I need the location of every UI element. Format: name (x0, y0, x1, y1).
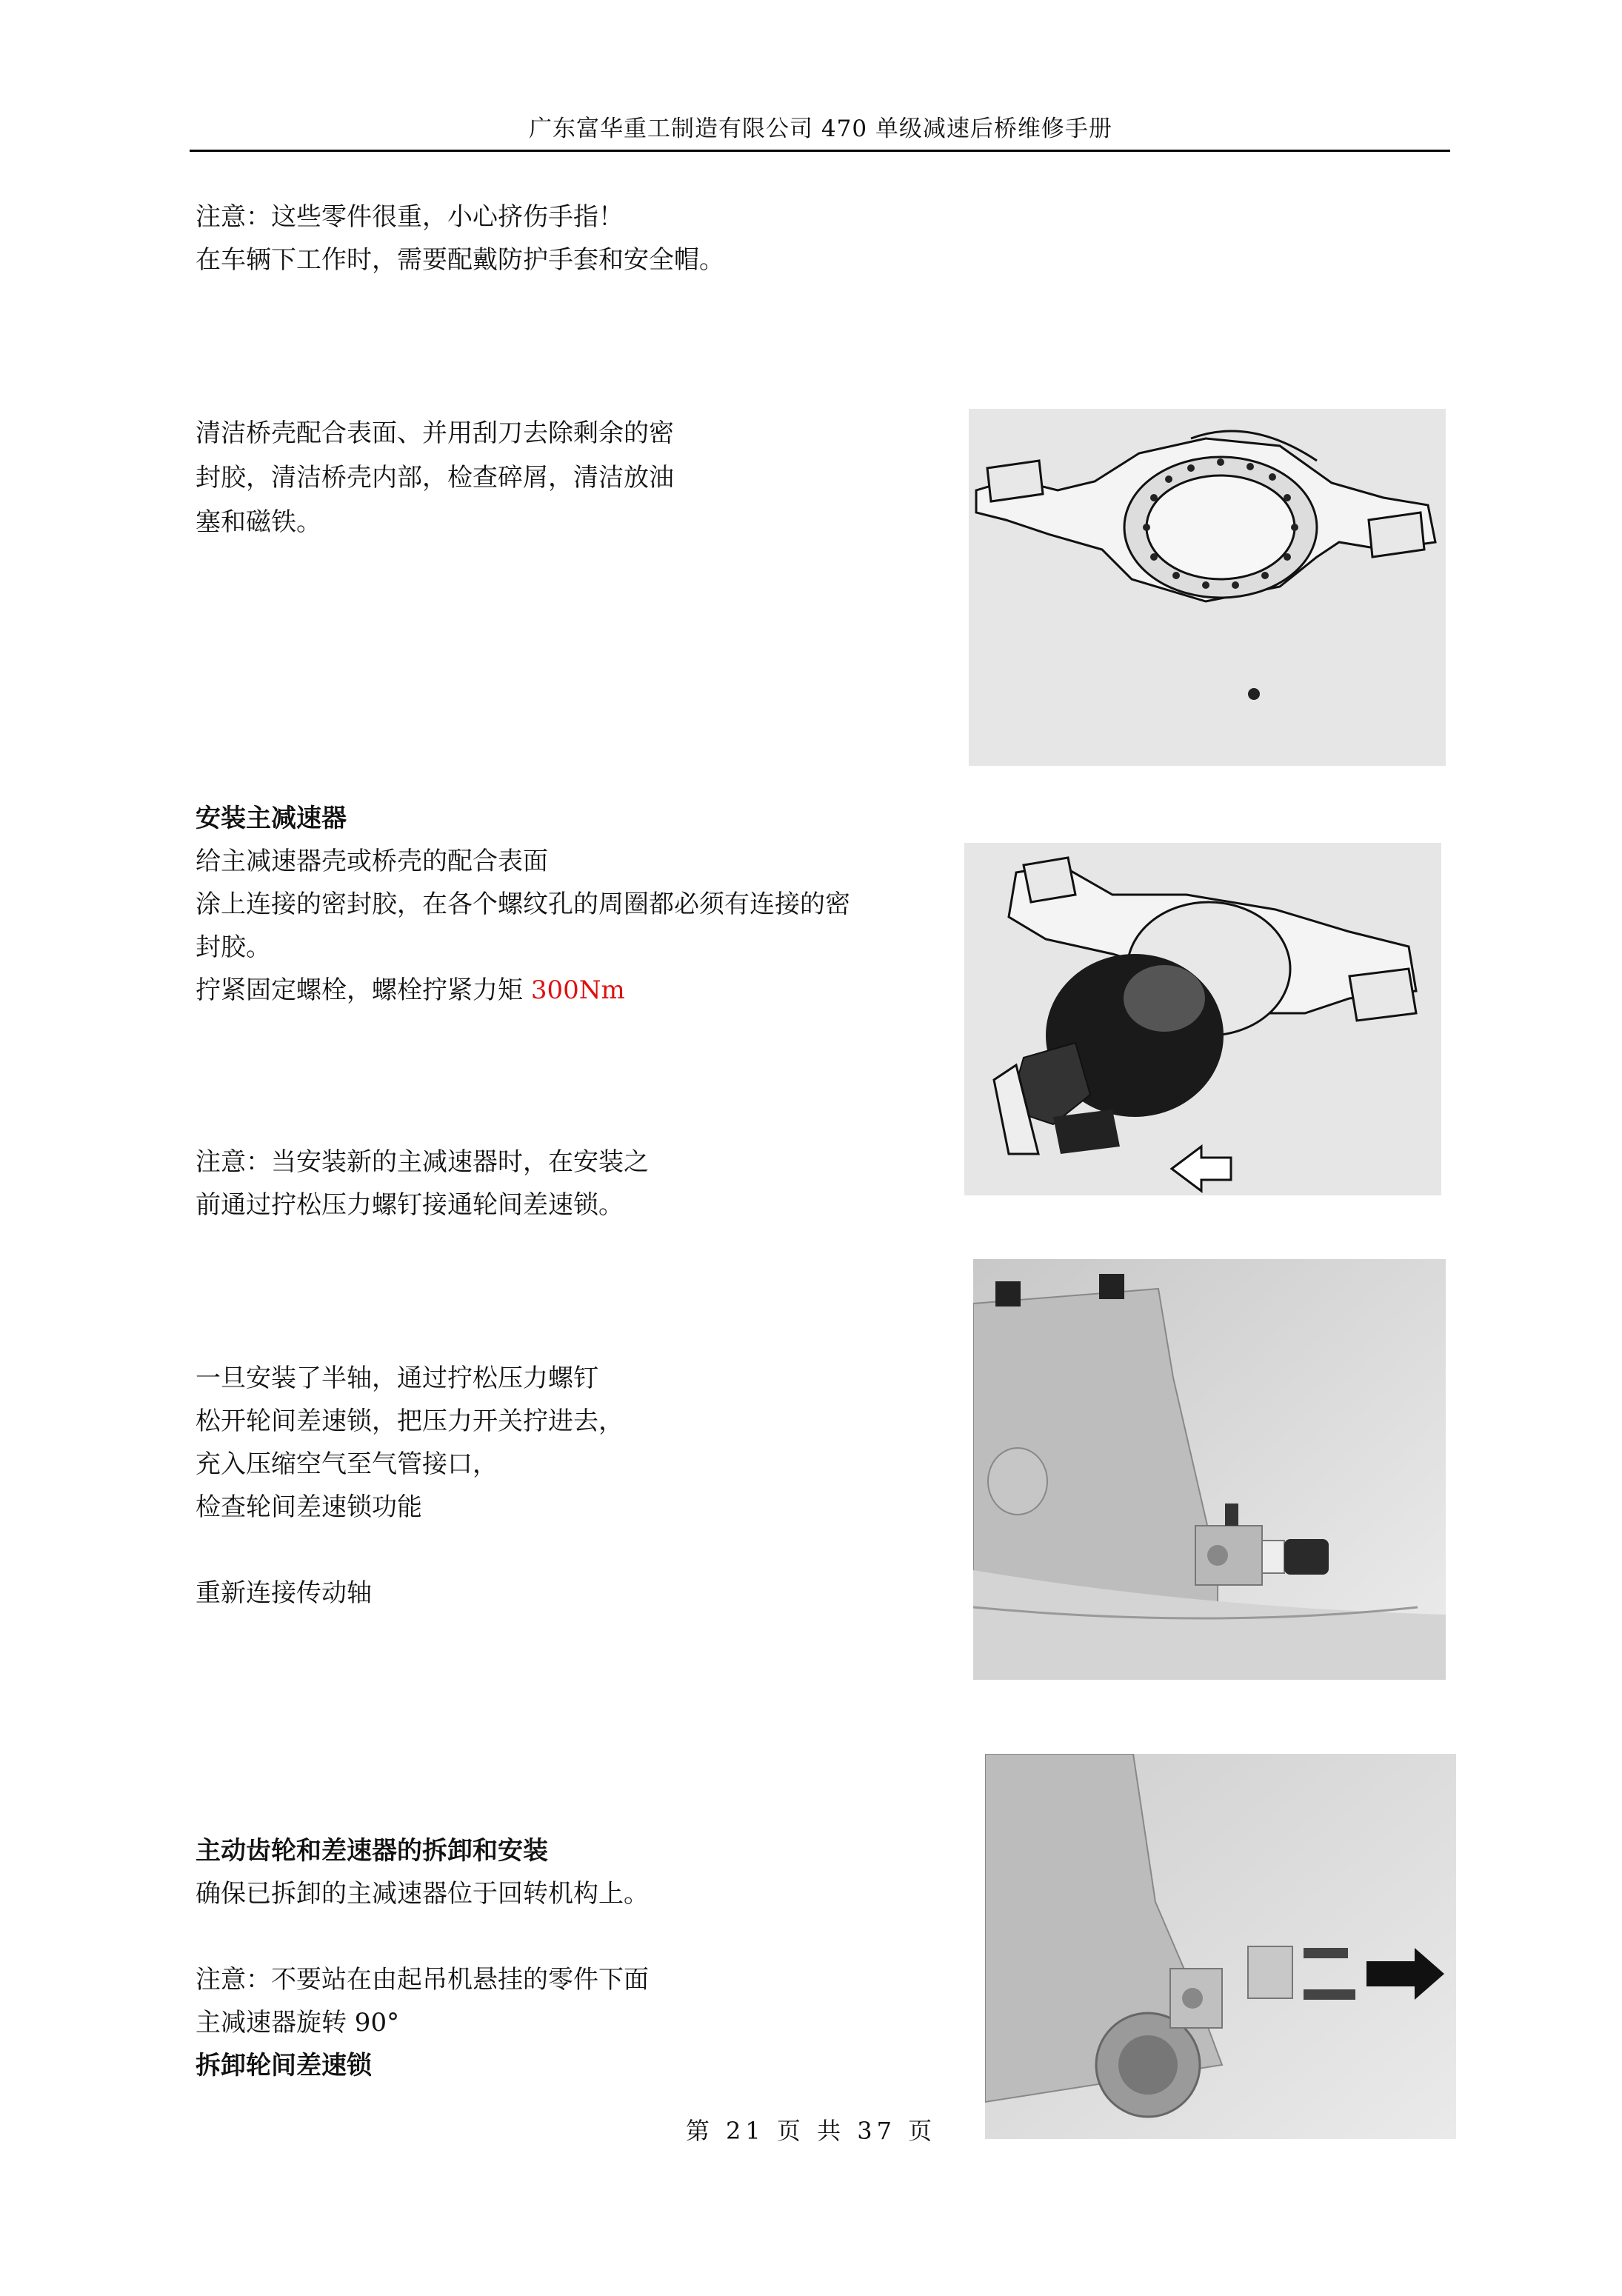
lock-line-4: 检查轮间差速锁功能 (196, 1492, 422, 1522)
pinion-heading: 主动齿轮和差速器的拆卸和安装 (196, 1836, 548, 1866)
clean-line-3: 塞和磁铁。 (196, 507, 321, 537)
torque-value: 300Nm (530, 975, 625, 1005)
warning-line: 注意：这些零件很重，小心挤伤手指！ (196, 202, 624, 232)
torque-line (196, 969, 625, 1012)
install-line-3: 封胶。 (196, 932, 271, 962)
torque-label: 拧紧固定螺栓，螺栓拧紧力矩 (196, 975, 531, 1005)
lock-line-2: 松开轮间差速锁，把压力开关拧进去， (196, 1406, 624, 1436)
lock-removal-figure (985, 1754, 1456, 2139)
pinion-line-1: 确保已拆卸的主减速器位于回转机构上。 (196, 1879, 649, 1909)
install-note-2: 前通过拧松压力螺钉接通轮间差速锁。 (196, 1190, 624, 1220)
clean-line-1: 清洁桥壳配合表面、并用刮刀去除剩余的密 (196, 418, 674, 448)
pressure-switch-figure (973, 1259, 1446, 1680)
remove-lock-heading: 拆卸轮间差速锁 (196, 2051, 372, 2080)
clean-line-2: 封胶，清洁桥壳内部，检查碎屑，清洁放油 (196, 463, 674, 493)
reducer-install-figure (964, 843, 1441, 1195)
axle-housing-figure (969, 409, 1446, 766)
page-footer: 第 21 页 共 37 页 (685, 2117, 937, 2145)
reconnect-line: 重新连接传动轴 (196, 1578, 372, 1608)
ppe-line: 在车辆下工作时，需要配戴防护手套和安全帽。 (196, 245, 724, 275)
install-line-1: 给主减速器壳或桥壳的配合表面 (196, 847, 548, 876)
rotate-line: 主减速器旋转 90° (196, 2008, 400, 2038)
lock-line-3: 充入压缩空气至气管接口， (196, 1449, 498, 1479)
install-heading: 安装主减速器 (196, 804, 347, 833)
install-line-2: 涂上连接的密封胶，在各个螺纹孔的周圈都必须有连接的密 (196, 890, 850, 919)
pinion-note: 注意：不要站在由起吊机悬挂的零件下面 (196, 1965, 649, 1995)
header-rule (190, 150, 1450, 152)
page-header: 广东富华重工制造有限公司 470 单级减速后桥维修手册 (529, 116, 1112, 142)
lock-line-1: 一旦安装了半轴，通过拧松压力螺钉 (196, 1364, 598, 1393)
install-note-1: 注意：当安装新的主减速器时，在安装之 (196, 1147, 649, 1177)
